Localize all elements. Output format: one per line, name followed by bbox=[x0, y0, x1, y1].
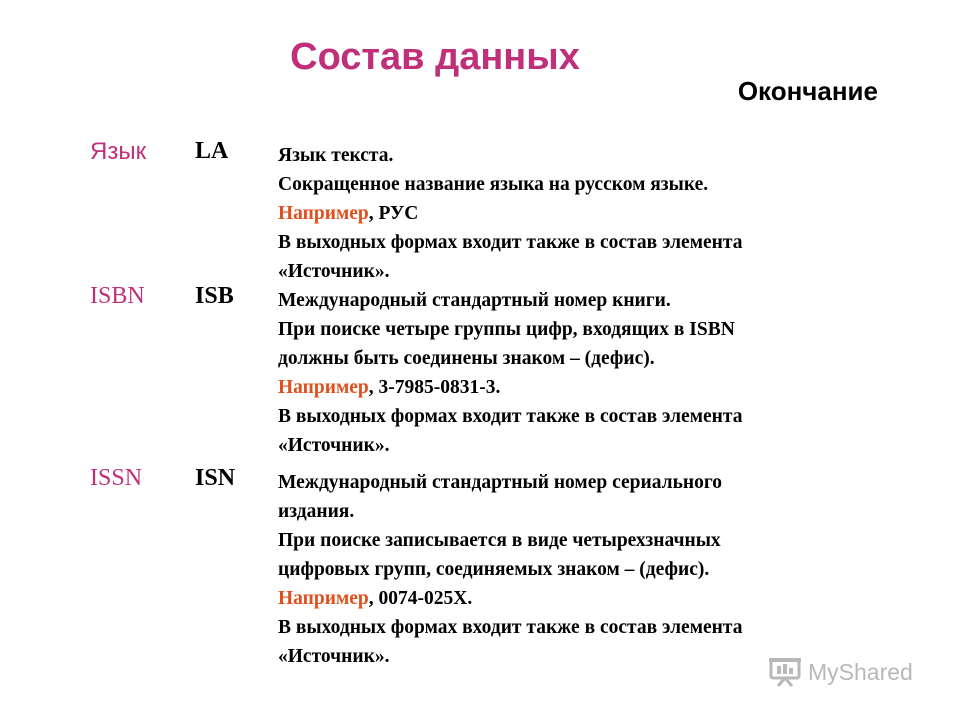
example-value: , РУС bbox=[368, 203, 419, 224]
description-line bbox=[278, 584, 878, 613]
watermark-text: MyShared bbox=[808, 658, 913, 685]
description-line: Язык текста. bbox=[278, 145, 394, 166]
slide-title: Состав данных bbox=[290, 36, 580, 78]
field-code: ISB bbox=[195, 283, 234, 309]
field-name: ISSN bbox=[90, 465, 143, 491]
field-description bbox=[278, 141, 878, 286]
description-line: Международный стандартный номер сериального bbox=[278, 472, 722, 493]
field-name: Язык bbox=[90, 138, 147, 165]
description-line: В выходных формах входит также в состав элемента bbox=[278, 232, 743, 253]
description-line bbox=[278, 199, 878, 228]
example-value: , 0074-025X. bbox=[368, 588, 473, 609]
description-line: При поиске записывается в виде четырехзначных bbox=[278, 530, 721, 551]
field-code: ISN bbox=[195, 465, 236, 491]
description-line: издания. bbox=[278, 501, 355, 522]
example-value: , 3-7985-0831-3. bbox=[368, 377, 501, 398]
table-row bbox=[0, 283, 960, 465]
description-line: должны быть соединены знаком – (дефис). bbox=[278, 348, 655, 369]
description-line: Сокращенное название языка на русском языке. bbox=[278, 174, 709, 195]
description-line: «Источник». bbox=[278, 435, 390, 456]
description-line: В выходных формах входит также в состав элемента bbox=[278, 406, 743, 427]
watermark-logo bbox=[768, 657, 913, 687]
field-name: ISBN bbox=[90, 283, 145, 309]
example-label: Например bbox=[278, 588, 369, 609]
table-row bbox=[0, 138, 960, 283]
table-row bbox=[0, 465, 960, 675]
example-label: Например bbox=[278, 203, 369, 224]
presentation-board-icon bbox=[768, 657, 802, 687]
description-line: В выходных формах входит также в состав элемента bbox=[278, 617, 743, 638]
data-field-table bbox=[0, 138, 960, 675]
description-line: «Источник». bbox=[278, 646, 390, 667]
description-line: «Источник». bbox=[278, 261, 390, 282]
description-line: Международный стандартный номер книги. bbox=[278, 290, 671, 311]
field-description bbox=[278, 286, 878, 460]
slide-subtitle: Окончание bbox=[737, 76, 878, 106]
description-line bbox=[278, 373, 878, 402]
example-label: Например bbox=[278, 377, 369, 398]
field-description bbox=[278, 468, 878, 671]
description-line: цифровых групп, соединяемых знаком – (дефис). bbox=[278, 559, 710, 580]
description-line: При поиске четыре группы цифр, входящих в ISBN bbox=[278, 319, 735, 340]
field-code: LA bbox=[195, 138, 229, 164]
